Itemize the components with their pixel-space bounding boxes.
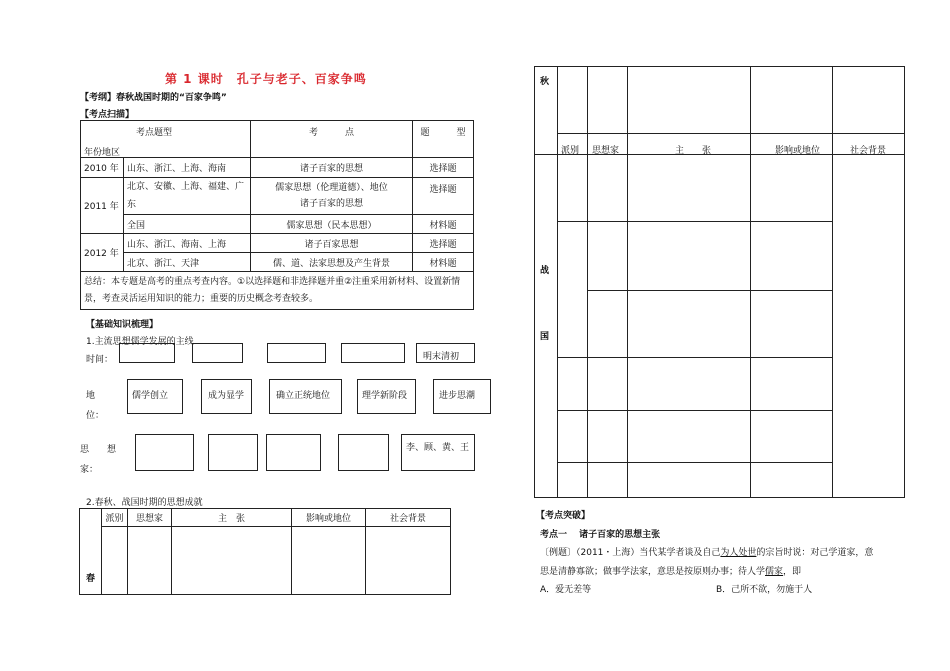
divider xyxy=(534,154,905,155)
col-header-school: 派别 xyxy=(561,146,580,156)
example-underline-2: 儒家 xyxy=(765,567,784,577)
cell-claim[interactable] xyxy=(172,527,292,595)
breakthrough-heading: 【考点突破】 xyxy=(536,511,591,521)
row-point xyxy=(251,178,413,215)
col-header-background: 社会背景 xyxy=(850,146,887,156)
time-box-5 xyxy=(416,343,475,363)
row-region: 北京、浙江、天津 xyxy=(124,253,251,272)
example-line-1-mid: 的宗旨时说：对己学道家，意 xyxy=(756,548,874,558)
col-header-claim: 主 张 xyxy=(172,509,292,527)
divider xyxy=(627,133,628,498)
time-box-2[interactable] xyxy=(192,343,243,363)
row-type: 选择题 xyxy=(413,178,474,215)
row-label-spring: 春 xyxy=(80,509,102,595)
row-label-warring-2: 国 xyxy=(540,332,550,342)
example-underline-1: 为人处世 xyxy=(720,548,757,558)
divider xyxy=(587,290,832,291)
point1-heading: 考点一 诸子百家的思想主张 xyxy=(540,530,661,540)
main-line-heading: 1.主流思想儒学发展的主线 xyxy=(86,337,194,347)
divider xyxy=(587,133,588,498)
row-year: 2010 年 xyxy=(81,158,124,178)
example-line-2-pre: 思是清静寡欲；做事学法家，意思是按原则办事；待人学 xyxy=(540,567,766,577)
col-header-impact: 影响或地位 xyxy=(292,509,366,527)
header-cell-type xyxy=(81,121,251,158)
option-b[interactable]: B．己所不欲，勿施于人 xyxy=(716,585,813,595)
example-line-1 xyxy=(540,545,873,558)
divider xyxy=(750,66,751,133)
position-box-5 xyxy=(433,379,491,414)
row-point: 诸子百家的思想 xyxy=(251,158,413,178)
divider xyxy=(557,133,905,134)
col-header-school: 派别 xyxy=(102,509,128,527)
position-text-4: 理学新阶段 xyxy=(362,391,408,401)
divider xyxy=(832,66,833,133)
col-header-impact: 影响或地位 xyxy=(775,146,821,156)
row-type: 材料题 xyxy=(413,215,474,234)
cell-impact[interactable] xyxy=(292,527,366,595)
header-point: 考 点 xyxy=(251,121,413,158)
scan-table xyxy=(80,120,474,310)
position-label-2: 位： xyxy=(86,411,105,421)
time-box-3[interactable] xyxy=(267,343,326,363)
position-text-5: 进步思潮 xyxy=(439,391,476,401)
position-box-3 xyxy=(269,379,342,414)
header-yearregion: 年份地区 xyxy=(84,148,121,158)
outline-line: 【考纲】春秋战国时期的“百家争鸣” xyxy=(80,93,227,103)
col-header-background: 社会背景 xyxy=(366,509,451,527)
summary-cell: 总结：本专题是高考的重点考查内容。①以选择题和非选择题并重②注重采用新材料、设置新情景，考查灵活运用知识的能力；重要的历史概念考查较多。 xyxy=(81,272,474,310)
thinker-box-1[interactable] xyxy=(135,434,194,471)
time-last-label: 明末清初 xyxy=(423,352,460,362)
thinker-last-label: 李、顾、黄、王 xyxy=(406,443,470,453)
position-box-4 xyxy=(357,379,416,414)
thinker-label-1: 思 想 xyxy=(80,445,117,455)
row-type: 选择题 xyxy=(413,158,474,178)
time-box-1[interactable] xyxy=(119,343,175,363)
time-label: 时间： xyxy=(86,355,114,365)
scan-heading: 【考点扫描】 xyxy=(80,110,135,120)
row-point-line1: 儒家思想（伦理道德）、地位 xyxy=(275,183,388,193)
achievement-table-warring xyxy=(534,66,905,498)
option-a[interactable]: A．爱无差等 xyxy=(540,585,592,595)
header-type: 考点题型 xyxy=(136,128,173,138)
divider xyxy=(557,410,832,411)
divider xyxy=(587,66,588,133)
row-region: 全国 xyxy=(124,215,251,234)
row-point-line2: 诸子百家的思想 xyxy=(299,199,363,209)
row-label-warring-1: 战 xyxy=(540,266,550,276)
cell-background[interactable] xyxy=(366,527,451,595)
divider xyxy=(832,133,833,498)
thinker-box-5 xyxy=(401,434,475,471)
example-line-2-post: ，即 xyxy=(783,567,802,577)
divider xyxy=(557,462,832,463)
divider xyxy=(557,357,832,358)
col-header-claim: 主 张 xyxy=(675,146,712,156)
row-year: 2011 年 xyxy=(81,178,124,234)
position-box-1 xyxy=(127,379,183,414)
divider xyxy=(627,66,628,133)
lesson-title: 第 1 课时 孔子与老子、百家争鸣 xyxy=(165,72,367,86)
row-point: 诸子百家思想 xyxy=(251,234,413,253)
thinker-box-3[interactable] xyxy=(266,434,321,471)
row-year: 2012 年 xyxy=(81,234,124,272)
header-qtype: 题 型 xyxy=(413,121,474,158)
row-point: 儒、道、法家思想及产生背景 xyxy=(251,253,413,272)
row-label-autumn: 秋 xyxy=(540,77,550,87)
divider xyxy=(750,133,751,498)
position-label-1: 地 xyxy=(86,391,96,401)
divider xyxy=(557,221,832,222)
achievement-table-spring xyxy=(79,508,451,595)
example-line-1-pre: 〔例题〕（2011・上海）当代某学者谈及自己 xyxy=(540,548,721,558)
cell-school[interactable] xyxy=(102,527,128,595)
row-region: 山东、浙江、上海、海南 xyxy=(124,158,251,178)
position-box-2 xyxy=(201,379,252,414)
position-text-2: 成为显学 xyxy=(208,391,245,401)
thinker-box-4[interactable] xyxy=(338,434,389,471)
col-header-thinker: 思想家 xyxy=(592,146,620,156)
cell-thinker[interactable] xyxy=(128,527,172,595)
thinker-label-2: 家： xyxy=(80,465,99,475)
thinker-box-2[interactable] xyxy=(208,434,258,471)
row-type: 材料题 xyxy=(413,253,474,272)
row-region: 山东、浙江、海南、上海 xyxy=(124,234,251,253)
row-region: 北京、安徽、上海、福建、广东 xyxy=(124,178,251,215)
section2-heading: 2.春秋、战国时期的思想成就 xyxy=(86,498,203,508)
time-box-4[interactable] xyxy=(341,343,405,363)
example-line-2 xyxy=(540,564,801,577)
basic-heading: 【基础知识梳理】 xyxy=(86,320,159,330)
position-text-1: 儒学创立 xyxy=(132,391,169,401)
divider xyxy=(557,66,558,498)
position-text-3: 确立正统地位 xyxy=(276,391,331,401)
row-type: 选择题 xyxy=(413,234,474,253)
row-point: 儒家思想（民本思想） xyxy=(251,215,413,234)
col-header-thinker: 思想家 xyxy=(128,509,172,527)
